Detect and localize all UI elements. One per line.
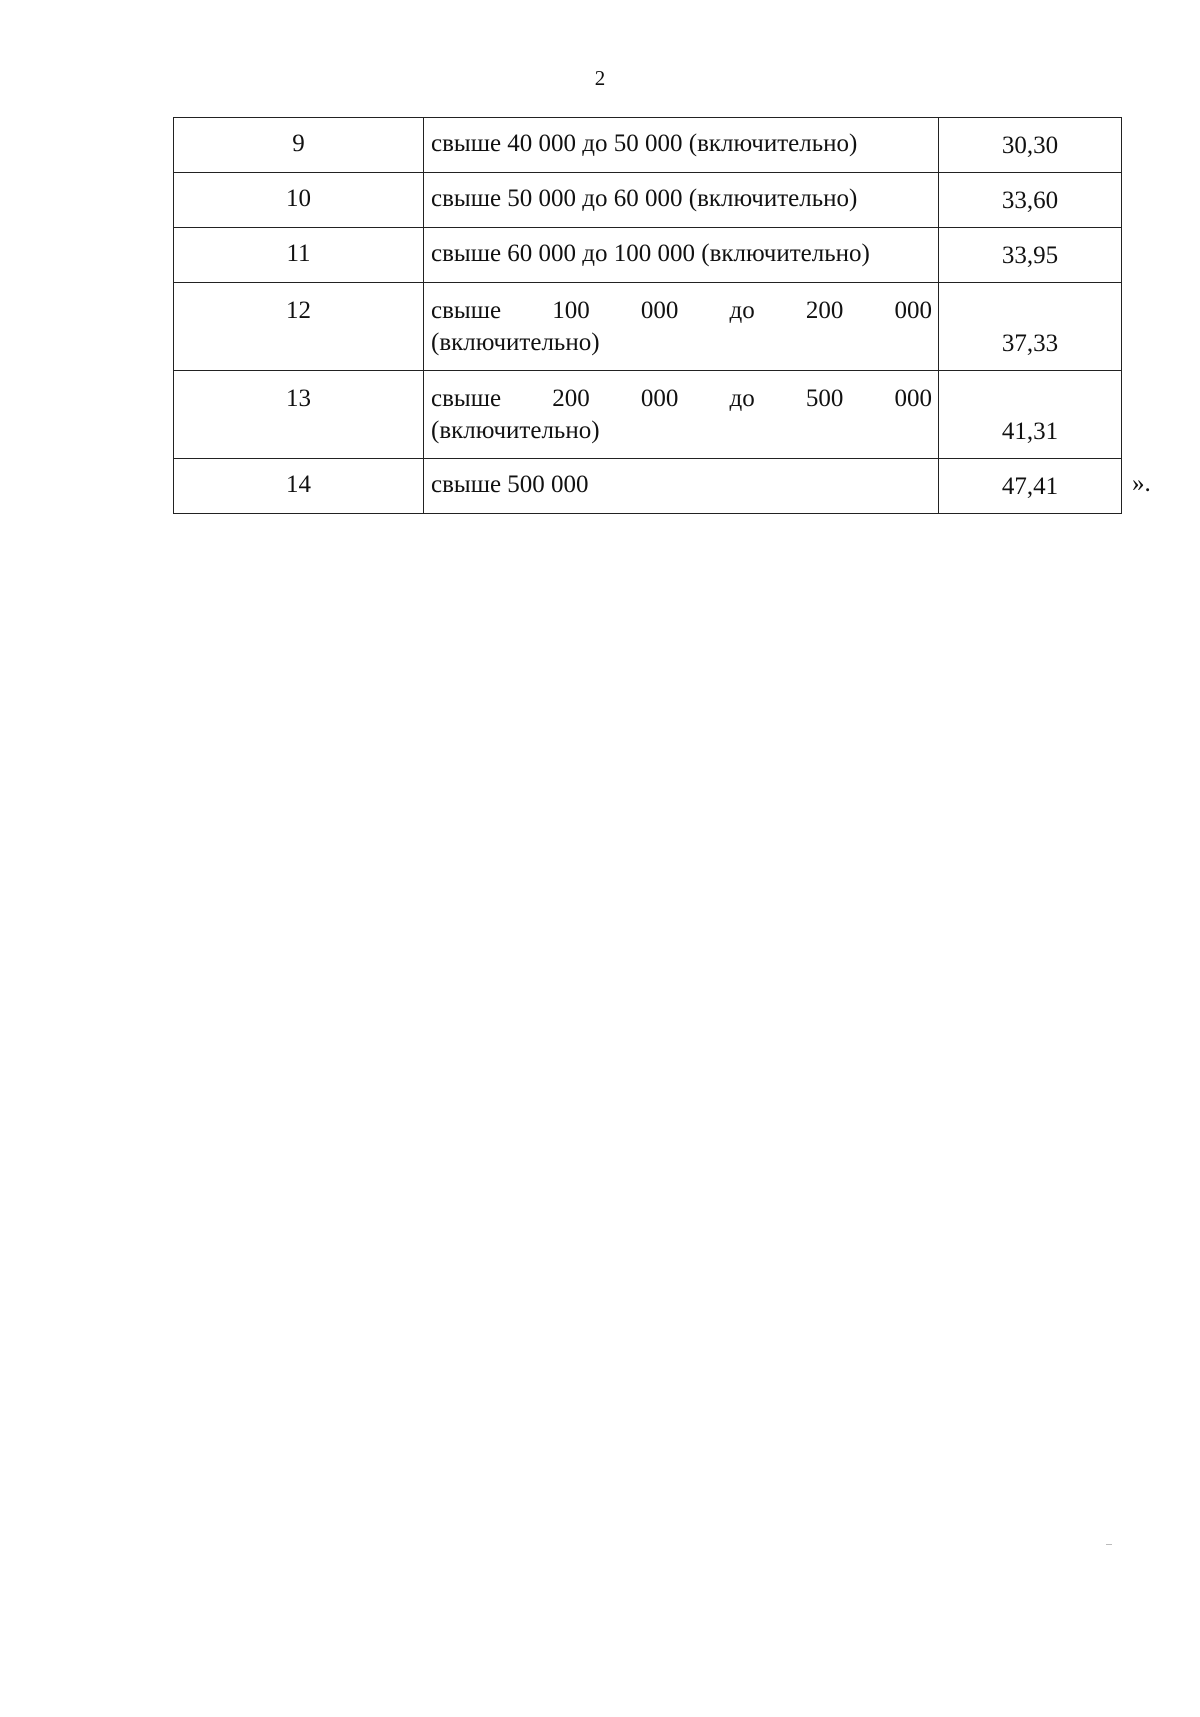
range-word: 000 [894,297,932,324]
table-row [174,283,1122,371]
range-cell: свыше 50 000 до 60 000 (включительно) [424,173,939,228]
rate-cell: 33,60 [939,173,1122,228]
rate-cell: 37,33 [939,283,1122,371]
rate-cell: 30,30 [939,118,1122,173]
range-word: 500 [805,385,844,412]
table-row [174,371,1122,459]
table-row [174,228,1122,283]
row-number: 12 [174,283,424,371]
page-number: 2 [594,66,606,90]
scan-mark [1106,1544,1112,1545]
range-word: 000 [640,385,679,412]
rate-cell: 47,41 [939,459,1122,514]
range-word: 000 [640,297,679,324]
range-line-2: (включительно) [431,329,600,356]
table-row [174,459,1122,514]
range-word: 000 [894,385,932,412]
row-number: 11 [174,228,424,283]
table-row [174,173,1122,228]
row-number: 9 [174,118,424,173]
range-word: свыше [431,385,502,412]
range-word: свыше [431,297,502,324]
rate-cell: 41,31 [939,371,1122,459]
row-number: 10 [174,173,424,228]
range-line-1 [431,383,932,415]
closing-quote: ». [1132,470,1151,497]
row-number: 13 [174,371,424,459]
rate-cell: 33,95 [939,228,1122,283]
range-cell: свыше 60 000 до 100 000 (включительно) [424,228,939,283]
range-cell: свыше 500 000 [424,459,939,514]
range-cell: свыше 40 000 до 50 000 (включительно) [424,118,939,173]
rates-table [173,117,1122,514]
range-word: 200 [552,385,590,412]
range-line-1 [431,295,932,327]
range-cell [424,283,939,371]
range-line-2: (включительно) [431,417,600,444]
table-row [174,118,1122,173]
row-number: 14 [174,459,424,514]
range-word: 200 [805,297,844,324]
range-word: 100 [552,297,590,324]
range-cell [424,371,939,459]
range-word: до [729,297,755,324]
range-word: до [729,385,755,412]
